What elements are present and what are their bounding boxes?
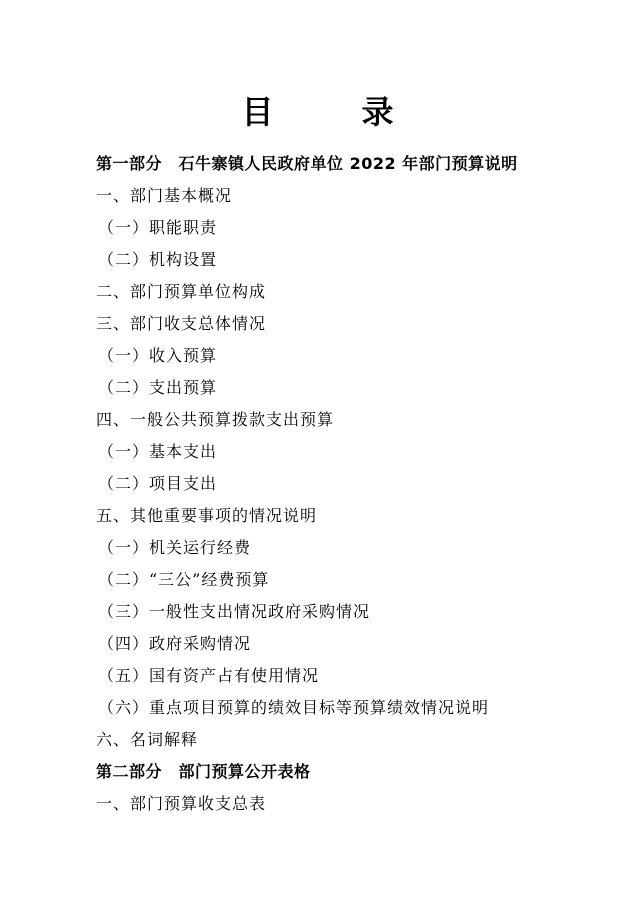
page-title: 目 录	[241, 93, 422, 131]
toc-section-1[interactable]: 一、部门基本概况	[96, 186, 233, 205]
toc-section-3[interactable]: 三、部门收支总体情况	[96, 314, 267, 333]
toc-sub-1-2[interactable]: （二）机构设置	[98, 250, 218, 269]
toc-section-2-1[interactable]: 一、部门预算收支总表	[96, 794, 267, 813]
toc-section-5[interactable]: 五、其他重要事项的情况说明	[96, 506, 318, 525]
toc-part-2[interactable]: 第二部分 部门预算公开表格	[96, 762, 311, 781]
toc-sub-1-1[interactable]: （一）职能职责	[98, 218, 218, 237]
toc-sub-5-4[interactable]: （四）政府采购情况	[98, 634, 252, 653]
toc-part-1[interactable]: 第一部分 石牛寨镇人民政府单位 2022 年部门预算说明	[96, 154, 518, 173]
toc-sub-5-2[interactable]: （二）“三公”经费预算	[98, 570, 270, 589]
table-of-contents	[96, 148, 596, 820]
toc-sub-5-6[interactable]: （六）重点项目预算的绩效目标等预算绩效情况说明	[98, 698, 490, 717]
toc-sub-4-2[interactable]: （二）项目支出	[98, 474, 218, 493]
toc-section-6[interactable]: 六、名词解释	[96, 730, 199, 749]
toc-sub-5-5[interactable]: （五）国有资产占有使用情况	[98, 666, 320, 685]
toc-section-2[interactable]: 二、部门预算单位构成	[96, 282, 267, 301]
toc-sub-3-1[interactable]: （一）收入预算	[98, 346, 218, 365]
toc-sub-4-1[interactable]: （一）基本支出	[98, 442, 218, 461]
toc-sub-5-1[interactable]: （一）机关运行经费	[98, 538, 252, 557]
toc-sub-5-3[interactable]: （三）一般性支出情况政府采购情况	[98, 602, 371, 621]
toc-sub-3-2[interactable]: （二）支出预算	[98, 378, 218, 397]
toc-section-4[interactable]: 四、一般公共预算拨款支出预算	[96, 410, 335, 429]
